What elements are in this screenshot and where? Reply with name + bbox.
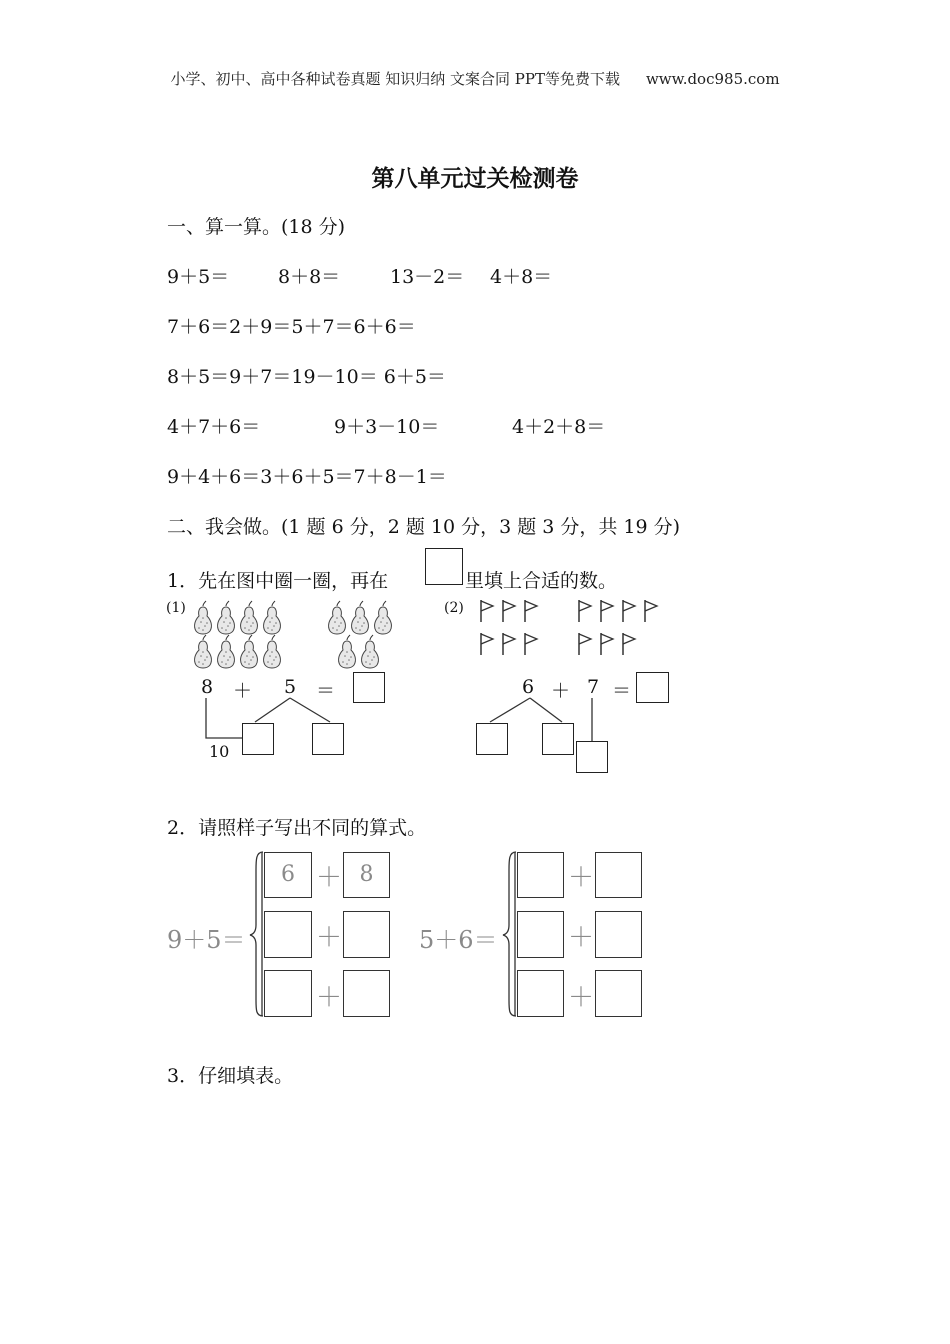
fig2-addend-a: 6 (522, 676, 535, 698)
fig2-label: (2) (444, 600, 464, 616)
fig1-equals: ＝ (316, 680, 336, 702)
section1-heading: 一、算一算。(18 分) (167, 216, 346, 238)
answer-box[interactable] (595, 911, 642, 958)
problem: 13－2＝ (390, 266, 465, 288)
plus-sign: ＋ (568, 863, 595, 893)
answer-box[interactable] (517, 911, 564, 958)
q2-text: 2．请照样子写出不同的算式。 (167, 817, 427, 839)
header-text: 小学、初中、高中各种试卷真题 知识归纳 文案合同 PPT等免费下载 (170, 70, 620, 88)
answer-box[interactable] (595, 852, 642, 898)
answer-box[interactable] (264, 911, 312, 958)
answer-box[interactable] (517, 970, 564, 1017)
plus-sign: ＋ (316, 863, 343, 893)
answer-box[interactable] (343, 970, 390, 1017)
fig1-plus: ＋ (233, 680, 253, 702)
answer-box[interactable] (343, 911, 390, 958)
plus-sign: ＋ (316, 923, 343, 953)
plus-sign: ＋ (568, 983, 595, 1013)
problem-row: 7＋6＝2＋9＝5＋7＝6＋6＝ (167, 316, 416, 338)
answer-box[interactable] (595, 970, 642, 1017)
problem: 8＋8＝ (278, 266, 341, 288)
answer-box[interactable] (264, 970, 312, 1017)
fig1-addend-a: 8 (201, 676, 214, 698)
problem: 4＋2＋8＝ (512, 416, 606, 438)
problem: 4＋8＝ (490, 266, 553, 288)
q1-suffix: 里填上合适的数。 (465, 570, 618, 592)
fig1-addend-b: 5 (284, 676, 297, 698)
fig2-addend-b: 7 (587, 676, 600, 698)
q1-prefix: 1．先在图中圈一圈，再在 (167, 570, 389, 592)
page-title: 第八单元过关检测卷 (371, 166, 579, 192)
section2-heading: 二、我会做。(1 题 6 分，2 题 10 分，3 题 3 分，共 19 分) (167, 516, 681, 538)
header-site: www.doc985.com (645, 70, 780, 88)
answer-box[interactable] (517, 852, 564, 898)
problem: 9＋5＝ (167, 266, 230, 288)
plus-sign: ＋ (316, 983, 343, 1013)
fig1-label: (1) (166, 600, 186, 616)
problem-row: 9＋4＋6＝3＋6＋5＝7＋8－1＝ (167, 466, 447, 488)
fig2-plus: ＋ (551, 680, 571, 702)
q2-right-expression: 5＋6＝ (419, 926, 498, 954)
problem: 9＋3－10＝ (334, 416, 440, 438)
problem: 4＋7＋6＝ (167, 416, 261, 438)
q3-text: 3．仔细填表。 (167, 1065, 294, 1087)
plus-sign: ＋ (568, 923, 595, 953)
example-box: 6 (264, 852, 312, 898)
example-box: 8 (343, 852, 390, 898)
fig2-equals: ＝ (612, 680, 632, 702)
q2-left-expression: 9＋5＝ (167, 926, 246, 954)
problem-row: 8＋5＝9＋7＝19－10＝ 6＋5＝ (167, 366, 446, 388)
fig1-ten: 10 (209, 742, 230, 761)
